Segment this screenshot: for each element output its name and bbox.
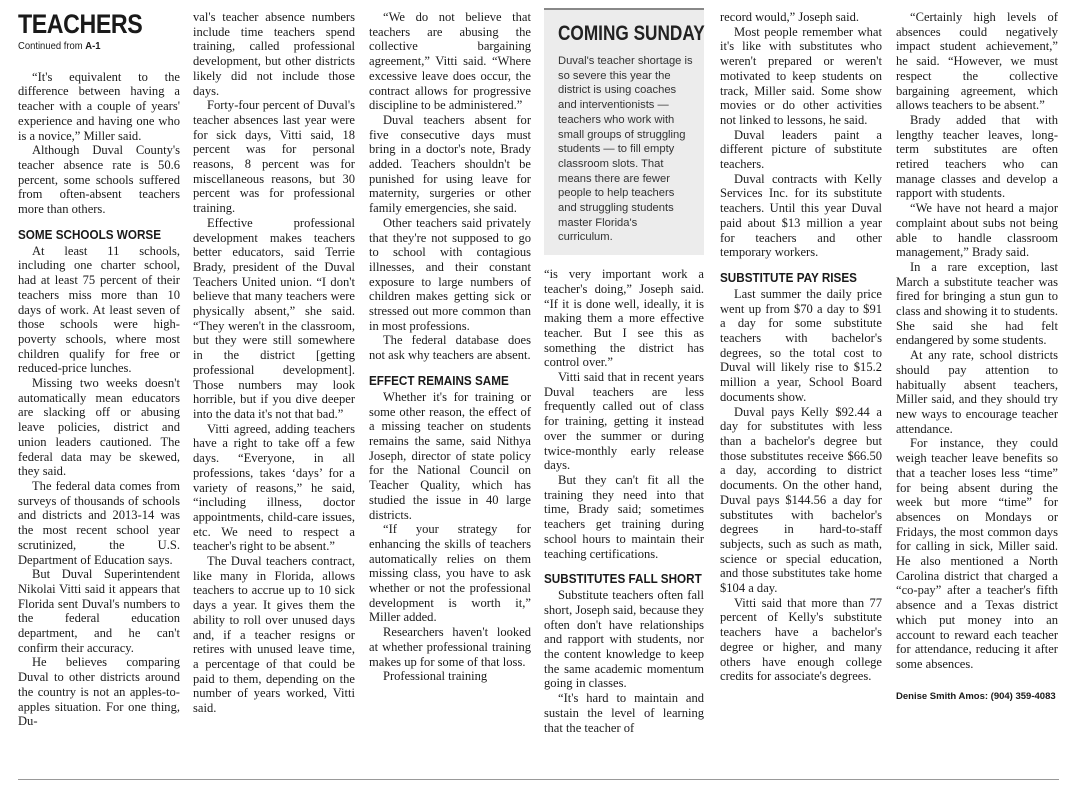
paragraph: Vitti agreed, adding teachers have a right to take off a few days. “Everyone, in all professions, takes ‘days’ for a variety of reasons,” he said, “including illness, doctor appointments, child-care issues, etc. We need to respect a teacher's right to be absent.” [193,421,355,554]
paragraph: Missing two weeks doesn't automatically mean educators are slacking off or abusing leave policies, district and union leaders cautioned. The federal data may be skewed, they said. [18,376,180,479]
paragraph: Duval contracts with Kelly Services Inc. for its substitute teachers. Until this year Duval paid about $13 million a year for teachers and other temporary workers. [720,171,882,260]
paragraph: Although Duval County's teacher absence rate is 50.6 percent, some schools suffered from often-absent teachers more than others. [18,143,180,217]
paragraph: But Duval Superintendent Nikolai Vitti said it appears that Florida sent Duval's numbers to the federal education department, and he can't confirm their accuracy. [18,567,180,655]
paragraph: For instance, they could weigh teacher leave benefits so that a teacher loses less “time” for being absent during the week but more “time” for absences on Mondays or Fridays, the most common days for calling in sick, Miller said. He also mentioned a North Carolina district that charged a “co-pay” after a teacher's fifth absence and a Texas district which put money into an account to reward each teacher for attendance, reducing it after some absences. [896,436,1058,671]
paragraph: Last summer the daily price went up from $70 a day to $91 a day for some substitute teachers with bachelor's degrees, so the total cost to Duval will likely rise to $15.2 million a year, School Board documents show. [720,286,882,404]
column-5 [720,10,882,684]
paragraph: Researchers haven't looked at whether professional training makes up for some of that loss. [369,625,531,669]
paragraph: He believes comparing Duval to other districts around the country is not an apples-to-apples situation. For one thing, Du- [18,655,180,729]
paragraph: Substitute teachers often fall short, Joseph said, because they often don't have relationships and rapport with students, nor the content knowledge to keep the same academic momentum going in classes. [544,588,704,691]
paragraph: “is very important work a teacher's doing,” Joseph said. “If it is done well, ideally, it is making them a more effective teacher. But I see this as something the district has control over.” [544,267,704,370]
paragraph: “It's hard to maintain and sustain the level of learning that the teacher of [544,691,704,735]
subhead-some-schools-worse: SOME SCHOOLS WORSE [18,226,162,242]
paragraph: The federal database does not ask why teachers are absent. [369,333,531,363]
headline: TEACHERS [18,9,143,39]
sidebar-title: COMING SUNDAY [558,22,705,45]
paragraph: At any rate, school districts should pay attention to habitually absent teachers, Miller said, and they should try new ways to encourage teacher attendance. [896,348,1058,436]
paragraph: Most people remember what it's like with substitutes who weren't prepared or weren't motivated to keep students on track, Miller said. Some show movies or do other activities not linked to lessons, he said. [720,24,882,127]
continued-from [18,39,164,54]
paragraph: record would,” Joseph said. [720,10,860,24]
paragraph: Brady added that with lengthy teacher leaves, long-term substitutes are often retired teachers who can manage classes and develop a rapport with students. [896,112,1058,201]
paragraph: “Certainly high levels of absences could negatively impact student achievement,” he said. “However, we must respect the collective bargaining agreement, which allows teachers to be absent.” [896,10,1058,113]
column-2 [193,10,355,716]
byline-credit: Denise Smith Amos: (904) 359-4083 [896,690,1056,702]
continued-page: A-1 [85,40,101,52]
paragraph: Other teachers said privately that they're not supposed to go to school with contagious illnesses, and their constant exposure to large numbers of children makes getting sick or stressed out more common than in most professions. [369,215,531,333]
paragraph: Duval pays Kelly $92.44 a day for substitutes with less than a bachelor's degree but those substitutes receive $66.50 a day, according to district documents. On the other hand, Duval pays $144.56 a day for substitutes with bachelor's degrees in hard-to-staff subjects, such as such as math, science or special education, and those substitutes take home $104 a day. [720,404,882,596]
sidebar-text: Duval's teacher shortage is so severe this year the district is using coaches and interventionists — teachers who work with small groups of struggling students — to fill empty classroom slots. That means there are fewer people to help teachers and struggling students master Florida's curriculum. [558,55,693,244]
column-3 [369,10,531,684]
subhead-substitute-pay-rises: SUBSTITUTE PAY RISES [720,269,857,285]
paragraph: Duval teachers absent for five consecutive days must bring in a doctor's note, Brady added. Teachers shouldn't be punished for using leave for maternity, surgeries or other family emergencies, she said. [369,112,531,216]
paragraph: Whether it's for training or some other reason, the effect of a missing teacher on students remains the same, said Nithya Joseph, director of state policy for the National Council on Teacher Quality, which has studied the issue in 40 large districts. [369,389,531,522]
paragraph: “We do not believe that teachers are abusing the collective bargaining agreement,” Vitti said. “Where excessive leave does occur, the contract allows for progressive discipline to be administered.” [369,10,531,113]
paragraph: Vitti said that in recent years Duval teachers are less frequently called out of class for training, getting it instead over the summer or during twice-monthly early release days. [544,370,704,473]
paragraph: “We have not heard a major complaint about subs not being able to handle classroom management,” Brady said. [896,201,1058,260]
paragraph: Effective professional development makes teachers better educators, said Terrie Brady, president of the Duval Teachers United union. “I don't believe that many teachers were physically absent,” she said. “They weren't in the classroom, but they were still somewhere in the district [getting professional development]. Those numbers may look horrible, but if you dive deeper into the data it's not that bad.” [193,215,355,421]
continued-label: Continued from [18,40,83,52]
subhead-effect-remains-same: EFFECT REMAINS SAME [369,372,509,388]
paragraph: Professional training [383,669,488,684]
paragraph: At least 11 schools, including one charter school, had at least 75 percent of their teachers miss more than 10 days of work. At least seven of those schools were high-poverty schools, where most children qualify for free or reduced-price lunches. [18,243,180,376]
paragraph: The Duval teachers contract, like many in Florida, allows teachers to accrue up to 10 sick days a year. It gives them the ability to roll over unused days and, if a teacher resigns or retires with unused leave time, a percentage of that could be paid to them, depending on the number of years worked, Vitti said. [193,554,355,716]
paragraph: The federal data comes from surveys of thousands of schools and districts and 2013-14 was the most recent school year scrutinized, the U.S. Department of Education says. [18,478,180,567]
bottom-rule [18,779,1059,780]
paragraph: “If your strategy for enhancing the skills of teachers automatically relies on them missing class, you have to ask whether or not the professional development is worth it,” Miller added. [369,522,531,625]
column-6 [896,10,1058,704]
column-1 [18,10,180,729]
paragraph: val's teacher absence numbers include time teachers spend training, called professional development, but other districts likely did not include those days. [193,10,355,98]
paragraph: “It's equivalent to the difference between having a teacher with a couple of years' experience and having one who is a novice,” Miller said. [18,69,180,143]
paragraph: Forty-four percent of Duval's teacher absences last year were for sick days, Vitti said, 18 percent was for personal reasons, 8 percent was for miscellaneous reasons, but 30 percent was for professional training. [193,98,355,216]
coming-sunday-box [544,8,704,255]
paragraph: Duval leaders paint a different picture of substitute teachers. [720,127,882,172]
paragraph: But they can't fit all the training they need into that time, Brady said; sometimes teachers get training during school hours to maintain their teaching certifications. [544,472,704,561]
subhead-substitutes-fall-short: SUBSTITUTES FALL SHORT [544,571,702,587]
column-4 [544,8,704,735]
paragraph: In a rare exception, last March a substitute teacher was fired for bringing a stun gun to class and showing it to students. She said she had felt endangered by some students. [896,259,1058,348]
paragraph: Vitti said that more than 77 percent of Kelly's substitute teachers have a bachelor's degree or higher, and many others have enough college credits for associate's degrees. [720,595,882,684]
